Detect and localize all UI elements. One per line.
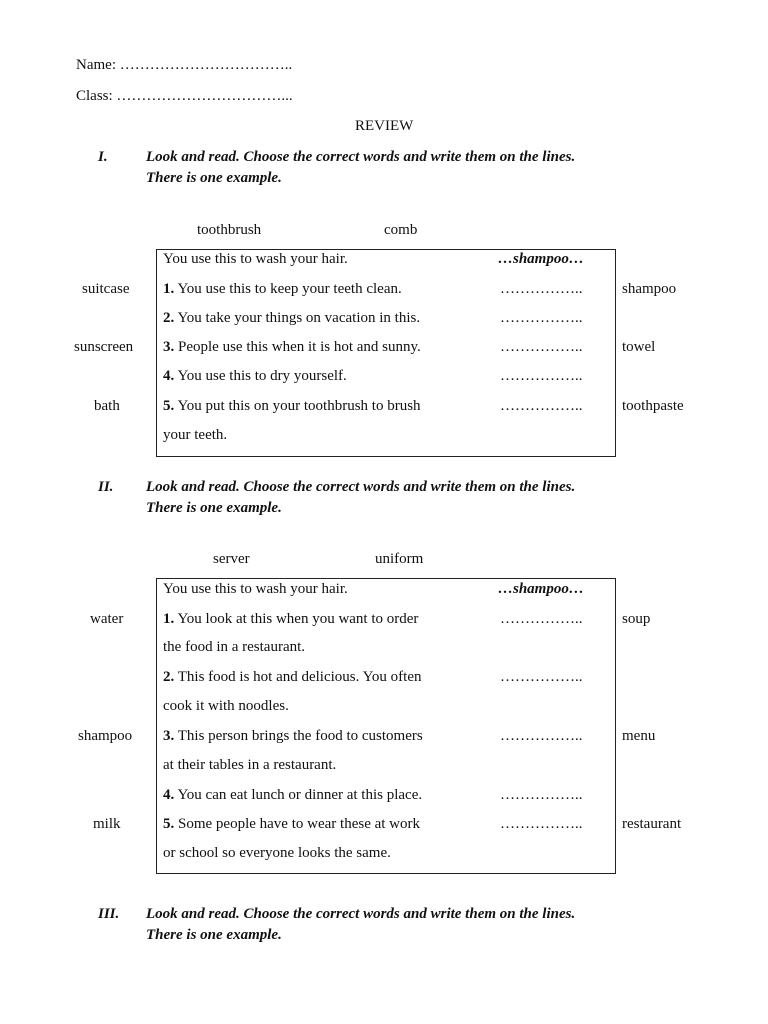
question-number: 1. bbox=[163, 611, 175, 627]
question-2 bbox=[163, 310, 420, 327]
word-bank-item: bath bbox=[94, 398, 120, 414]
question-number: 5. bbox=[163, 816, 175, 832]
answer-blank[interactable]: …………….. bbox=[500, 281, 583, 297]
question-4 bbox=[163, 368, 347, 385]
word-bank-item: shampoo bbox=[622, 281, 677, 297]
section-instruction-example-note: There is one example. bbox=[146, 500, 282, 516]
word-bank-item: toothbrush bbox=[197, 222, 262, 238]
word-bank-item: towel bbox=[622, 339, 656, 355]
question-text-continued: the food in a restaurant. bbox=[163, 639, 306, 655]
word-bank-item: shampoo bbox=[78, 728, 133, 744]
word-bank-item: toothpaste bbox=[622, 398, 684, 414]
question-1 bbox=[163, 611, 418, 628]
word-bank-item: restaurant bbox=[622, 816, 682, 832]
word-bank-item: server bbox=[213, 551, 250, 567]
section-instruction: Look and read. Choose the correct words and write them on the lines. bbox=[146, 149, 576, 165]
example-answer: …shampoo… bbox=[498, 581, 584, 597]
example-sentence: You use this to wash your hair. bbox=[163, 581, 348, 597]
section-instruction: Look and read. Choose the correct words and write them on the lines. bbox=[146, 906, 576, 922]
question-1 bbox=[163, 281, 402, 298]
question-text: You put this on your toothbrush to brush bbox=[177, 398, 421, 414]
question-2 bbox=[163, 669, 421, 686]
section-numeral: III. bbox=[98, 906, 120, 922]
question-text: This food is hot and delicious. You often bbox=[177, 669, 422, 685]
question-number: 2. bbox=[163, 310, 175, 326]
question-text: You look at this when you want to order bbox=[177, 611, 419, 627]
example-answer: …shampoo… bbox=[498, 251, 584, 267]
question-text-continued: your teeth. bbox=[163, 427, 228, 443]
question-text: You take your things on vacation in this. bbox=[177, 310, 421, 326]
section-numeral: I. bbox=[98, 149, 108, 165]
name-field[interactable]: Name: …………………………….. bbox=[76, 57, 293, 73]
question-5 bbox=[163, 398, 421, 415]
answer-blank[interactable]: …………….. bbox=[500, 339, 583, 355]
word-bank-item: water bbox=[90, 611, 124, 627]
question-text: Some people have to wear these at work bbox=[178, 816, 420, 832]
word-bank-item: uniform bbox=[375, 551, 424, 567]
word-bank-item: soup bbox=[622, 611, 651, 627]
word-bank-item: suitcase bbox=[82, 281, 130, 297]
word-bank-item: comb bbox=[384, 222, 418, 238]
question-3 bbox=[163, 339, 421, 356]
page-title: REVIEW bbox=[355, 118, 414, 134]
question-3 bbox=[163, 728, 423, 745]
section-instruction-example-note: There is one example. bbox=[146, 927, 282, 943]
question-text: You use this to dry yourself. bbox=[177, 368, 347, 384]
question-number: 3. bbox=[163, 728, 175, 744]
answer-blank[interactable]: …………….. bbox=[500, 310, 583, 326]
question-number: 4. bbox=[163, 787, 175, 803]
example-sentence: You use this to wash your hair. bbox=[163, 251, 348, 267]
question-number: 2. bbox=[163, 669, 175, 685]
answer-blank[interactable]: …………….. bbox=[500, 669, 583, 685]
word-bank-item: sunscreen bbox=[74, 339, 134, 355]
section-instruction-example-note: There is one example. bbox=[146, 170, 282, 186]
answer-blank[interactable]: …………….. bbox=[500, 787, 583, 803]
question-number: 4. bbox=[163, 368, 175, 384]
question-number: 3. bbox=[163, 339, 175, 355]
question-5 bbox=[163, 816, 420, 833]
answer-blank[interactable]: …………….. bbox=[500, 816, 583, 832]
answer-blank[interactable]: …………….. bbox=[500, 398, 583, 414]
word-bank-item: menu bbox=[622, 728, 656, 744]
word-bank-item: milk bbox=[93, 816, 121, 832]
question-text: You use this to keep your teeth clean. bbox=[177, 281, 402, 297]
answer-blank[interactable]: …………….. bbox=[500, 728, 583, 744]
question-text-continued: or school so everyone looks the same. bbox=[163, 845, 391, 861]
answer-blank[interactable]: …………….. bbox=[500, 611, 583, 627]
question-text: You can eat lunch or dinner at this place. bbox=[177, 787, 423, 803]
question-text: People use this when it is hot and sunny. bbox=[178, 339, 421, 355]
section-instruction: Look and read. Choose the correct words and write them on the lines. bbox=[146, 479, 576, 495]
question-number: 5. bbox=[163, 398, 175, 414]
question-4 bbox=[163, 787, 422, 804]
section-numeral: II. bbox=[98, 479, 114, 495]
question-text-continued: cook it with noodles. bbox=[163, 698, 289, 714]
question-number: 1. bbox=[163, 281, 175, 297]
class-field[interactable]: Class: ……………………………... bbox=[76, 88, 293, 104]
question-text: This person brings the food to customers bbox=[177, 728, 423, 744]
question-text-continued: at their tables in a restaurant. bbox=[163, 757, 337, 773]
answer-blank[interactable]: …………….. bbox=[500, 368, 583, 384]
